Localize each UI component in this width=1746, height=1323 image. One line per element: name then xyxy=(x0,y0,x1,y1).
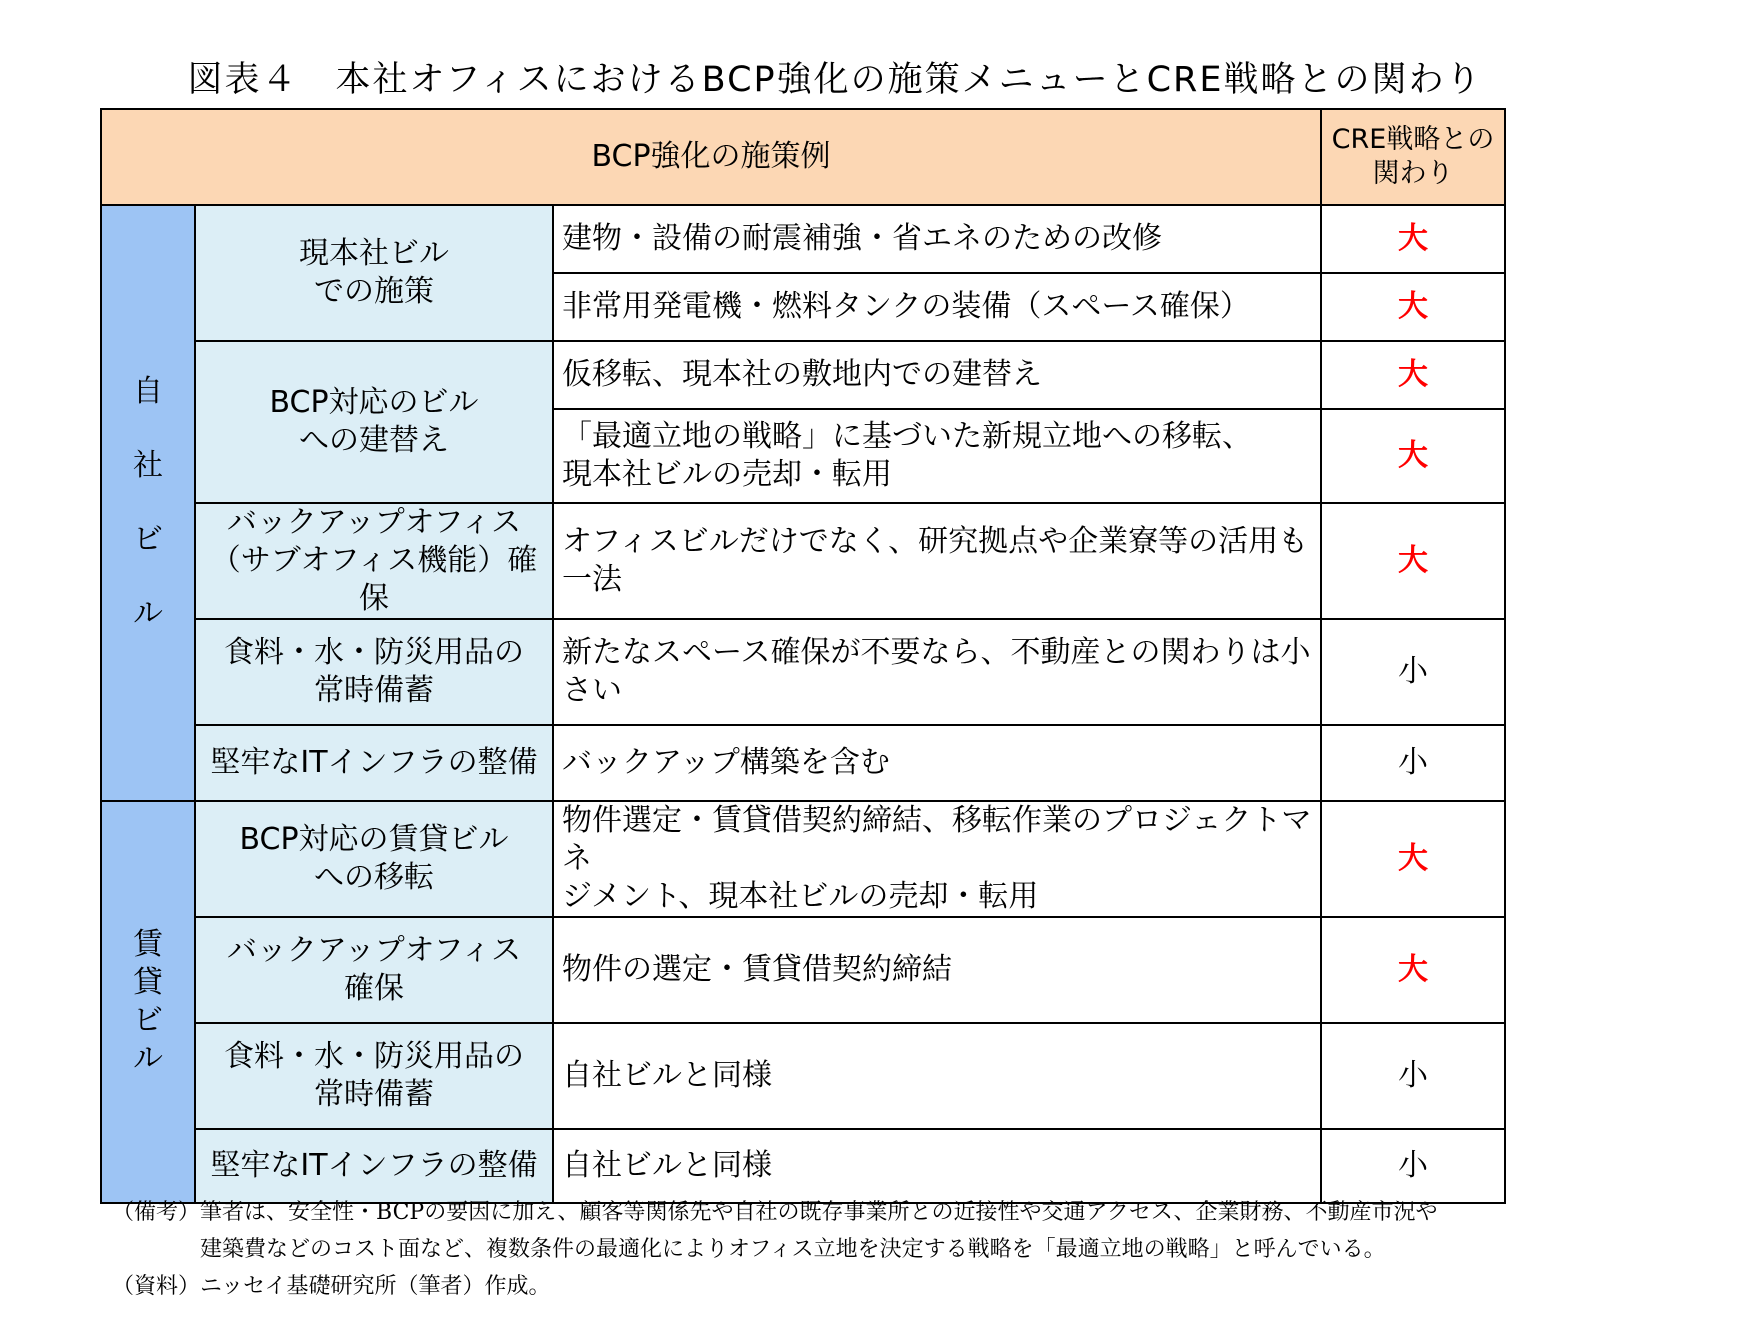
description-line1: 新たなスペース確保が不要なら、不動産との関わりは小 xyxy=(562,635,1311,670)
description-cell xyxy=(553,1023,1321,1129)
category-line1: バックアップオフィス xyxy=(226,933,522,968)
group-char: ル xyxy=(133,596,163,631)
description-cell xyxy=(553,725,1321,801)
category-line2: での施策 xyxy=(314,274,434,309)
description-line1: 自社ビルと同様 xyxy=(562,1058,772,1093)
table-row xyxy=(101,1129,1505,1203)
relation-cell: 小 xyxy=(1321,619,1505,725)
category-cell xyxy=(195,725,553,801)
relation-cell: 小 xyxy=(1321,1129,1505,1203)
category-cell xyxy=(195,801,553,917)
figure-title: 図表４ 本社オフィスにおけるBCP強化の施策メニューとCRE戦略との関わり xyxy=(187,60,1483,100)
category-cell xyxy=(195,619,553,725)
header-relation xyxy=(1321,109,1505,205)
description-line2: 一法 xyxy=(562,562,622,597)
category-line2: への移転 xyxy=(314,860,434,895)
category-line2: への建替え xyxy=(299,423,449,458)
description-line1: 仮移転、現本社の敷地内での建替え xyxy=(562,357,1042,392)
category-cell xyxy=(195,1023,553,1129)
category-line2: 常時備蓄 xyxy=(314,1077,434,1112)
description-cell xyxy=(553,1129,1321,1203)
category-cell xyxy=(195,341,553,503)
relation-cell: 大 xyxy=(1321,801,1505,917)
description-cell xyxy=(553,619,1321,725)
description-line2: ジメント、現本社ビルの売却・転用 xyxy=(562,879,1039,914)
group-char: 賃 xyxy=(133,927,163,962)
group-char: 社 xyxy=(133,448,163,483)
table-row xyxy=(101,503,1505,619)
description-line1: 「最適立地の戦略」に基づいた新規立地への移転、 xyxy=(562,419,1252,454)
description-cell xyxy=(553,409,1321,503)
table-row xyxy=(101,205,1505,273)
category-line2: 確保 xyxy=(344,971,404,1006)
category-line1: 現本社ビル xyxy=(299,236,449,271)
category-line1: 食料・水・防災用品の xyxy=(224,635,524,670)
table-row xyxy=(101,801,1505,917)
bcp-measures-table xyxy=(100,108,1506,1204)
description-line1: オフィスビルだけでなく、研究拠点や企業寮等の活用も xyxy=(562,524,1309,559)
relation-cell: 小 xyxy=(1321,1023,1505,1129)
description-line2: 現本社ビルの売却・転用 xyxy=(562,457,892,492)
category-cell xyxy=(195,1129,553,1203)
category-line1: バックアップオフィス xyxy=(226,505,522,540)
header-relation-line2: 関わり xyxy=(1372,158,1454,189)
description-cell xyxy=(553,205,1321,273)
group-char: 自 xyxy=(133,374,163,409)
description-cell xyxy=(553,917,1321,1023)
table-row xyxy=(101,341,1505,409)
description-cell xyxy=(553,341,1321,409)
description-line2: さい xyxy=(562,673,622,708)
description-line1: 建物・設備の耐震補強・省エネのための改修 xyxy=(562,221,1162,256)
description-line1: 非常用発電機・燃料タンクの装備（スペース確保） xyxy=(562,289,1250,324)
relation-cell: 大 xyxy=(1321,503,1505,619)
category-cell xyxy=(195,205,553,341)
group-char: ビ xyxy=(133,522,163,557)
group-char: 貸 xyxy=(133,965,163,1000)
relation-cell: 大 xyxy=(1321,205,1505,273)
remark-line2: 建築費などのコスト面など、複数条件の最適化によりオフィス立地を決定する戦略を「最適立地の戦略」と呼んでいる。 xyxy=(200,1237,1386,1262)
category-line1: 堅牢なITインフラの整備 xyxy=(210,1148,538,1183)
description-line1: 物件選定・賃貸借契約締結、移転作業のプロジェクトマネ xyxy=(562,803,1312,876)
category-line1: 堅牢なITインフラの整備 xyxy=(210,745,538,780)
relation-cell: 大 xyxy=(1321,917,1505,1023)
group-char: ビ xyxy=(133,1003,163,1038)
description-cell xyxy=(553,273,1321,341)
category-line1: BCP対応の賃貸ビル xyxy=(239,822,509,857)
header-row xyxy=(101,109,1505,205)
category-line2: （サブオフィス機能）確保 xyxy=(210,543,538,616)
relation-cell: 大 xyxy=(1321,409,1505,503)
relation-cell: 大 xyxy=(1321,341,1505,409)
description-line1: 自社ビルと同様 xyxy=(562,1148,772,1183)
source-line: （資料）ニッセイ基礎研究所（筆者）作成。 xyxy=(112,1274,551,1299)
description-line1: バックアップ構築を含む xyxy=(562,745,890,780)
group-own-building xyxy=(101,205,195,801)
table-row xyxy=(101,1023,1505,1129)
description-cell xyxy=(553,801,1321,917)
category-cell xyxy=(195,503,553,619)
table-row xyxy=(101,619,1505,725)
table-row xyxy=(101,725,1505,801)
relation-cell: 小 xyxy=(1321,725,1505,801)
category-line2: 常時備蓄 xyxy=(314,673,434,708)
category-line1: BCP対応のビル xyxy=(269,385,479,420)
group-rental-building xyxy=(101,801,195,1203)
category-line1: 食料・水・防災用品の xyxy=(224,1039,524,1074)
header-measures: BCP強化の施策例 xyxy=(101,109,1321,205)
header-relation-line1: CRE戦略との xyxy=(1331,124,1495,155)
notes xyxy=(112,1194,1672,1305)
description-cell xyxy=(553,503,1321,619)
category-cell xyxy=(195,917,553,1023)
relation-cell: 大 xyxy=(1321,273,1505,341)
table-row xyxy=(101,917,1505,1023)
remark-line1: （備考）筆者は、安全性・BCPの要因に加え、顧客等関係先や自社の既存事業所との近接性や交通アクセス、企業財務、不動産市況や xyxy=(112,1200,1438,1225)
description-line1: 物件の選定・賃貸借契約締結 xyxy=(562,952,952,987)
group-char: ル xyxy=(133,1041,163,1076)
